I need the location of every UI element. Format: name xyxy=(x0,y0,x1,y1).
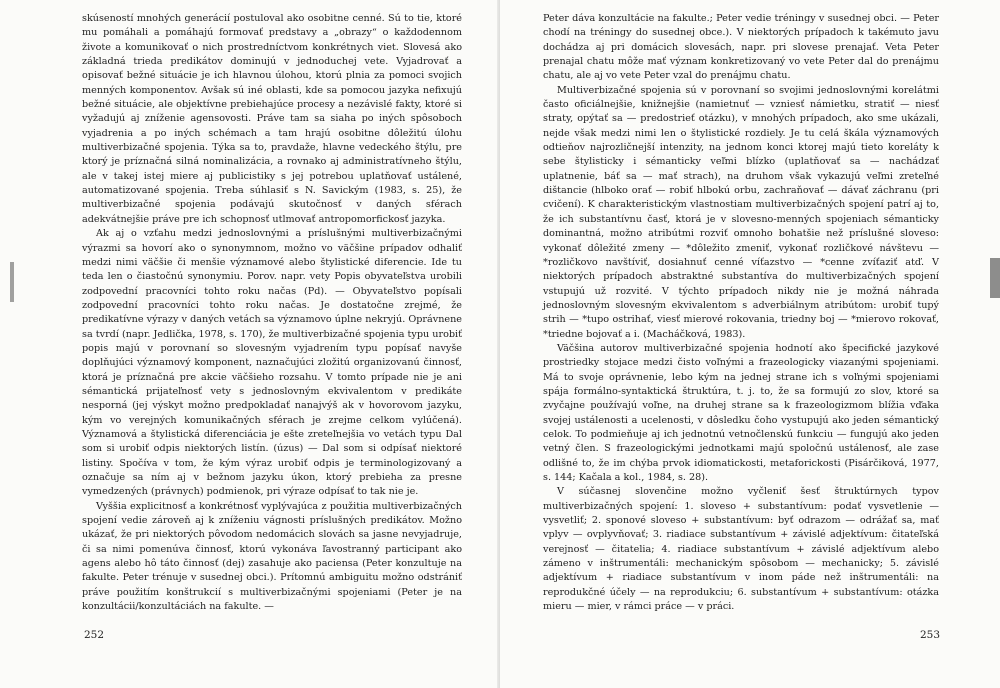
page-number: 253 xyxy=(920,629,941,641)
right-page-text xyxy=(543,12,939,614)
paragraph: Vyššia explicitnosť a konkrétnosť vyplývajúca z použitia multiverbizačných spojení vedie zároveň aj k zníženiu vágnosti príslušných predikátov. Možno ukázať, že pri niektorých pôvodom nedomácich slovách sa jasne nevyjadruje, či sa nimi pomenúva činnosť, ktorú vykonáva ľavostranný participant ako agens alebo hô táto činnosť (dej) zasahuje ako paciensa (Peter konzultuje na fakulte. Peter trénuje v susednej obci.). Prítomnú ambiguitu možno odstrániť práve použitím konštrukcií s multiverbizačnými spojeniami (Peter je na konzultácii/konzultáciách na fakulte. — xyxy=(82,500,462,613)
page-number: 252 xyxy=(84,629,105,641)
paragraph: Väčšina autorov multiverbizačné spojenia hodnotí ako špecifické jazykové prostriedky stojace medzi čisto voľnými a frazeologicky viazanými spojeniami. Má to svoje oprávnenie, lebo kým na jednej strane ich s voľnými spojeniami spája formálno-syntaktická štruktúra, t. j. to, že sa formujú zo slov, ktoré sa zvyčajne používajú voľne, na druhej strane sa k frazeologizmom blížia vďaka svojej ustálenosti a ucelenosti, v dôsledku čoho vystupujú ako jeden sémantický celok. To podmieňuje aj ich jednotnú vetnočlenskú funkciu — fungujú ako jeden vetný člen. S frazeologickými jednotkami majú spoločnú ustálenosť, ale zase odlišné to, že im chýba prvok idiomatickosti, metaforickosti (Pisárčiková, 1977, s. 144; Kačala a kol., 1984, s. 28). xyxy=(543,342,939,483)
paragraph: Multiverbizačné spojenia sú v porovnaní so svojimi jednoslovnými korelátmi často oficiálnejšie, knižnejšie (namietnuť — vzniesť námietku, stratiť — niesť straty, opýtať sa — predostrieť otázku), v mnohých prípadoch, ako sme ukázali, nejde však medzi nimi len o štylistické rozdiely. Je tu celá škála významových odtieňov najrozličnejší intenzity, na jednom konci ktorej majú tieto koreláty k sebe štylisticky i sémanticky veľmi blízko (uplatňovať sa — nachádzať uplatnenie, báť sa — mať strach), na druhom však vykazujú veľmi zreteľné dištancie (hlboko orať — robiť hlbokú orbu, zachraňovať — dávať záchranu (pri cvičení). K charakteristickým vlastnostiam multiverbizačných spojení patrí aj to, že ich substantívnu časť, ktorá je v slovesno-menných spojeniach sémanticky dominantná, možno atribútmi rozviť omnoho bohatšie než príslušné sloveso: vykonať dôležité zmeny — *dôležito zmeniť, vykonať rozličkové návštevu — *rozličkovo navštíviť, dosiahnuť cenné víťazstvo — *cenne zvíťaziť atď. V niektorých prípadoch abstraktné substantíva do multiverbizačných spojení vstupujú už rozvité. V týchto prípadoch nikdy nie je možná náhrada jednoslovným slovesným ekvivalentom s adverbiálnym atribútom: urobiť tupý strih — *tupo ostrihať, viesť mierové rokovania, triedny boj — *mierovo rokovať, *triedne bojovať a i. (Macháčková, 1983). xyxy=(543,84,939,340)
paragraph: Peter dáva konzultácie na fakulte.; Peter vedie tréningy v susednej obci. — Peter chodí na tréningy do susednej obce.). V niektorých prípadoch k takémuto javu dochádza aj pri domácich slovesách, napr. pri slovese prenajať. Veta Peter prenajal chatu môže mať význam konkretizovaný vo vete Peter dal do prenájmu chatu, ale aj vo vete Peter vzal do prenájmu chatu. xyxy=(543,13,939,82)
right-page xyxy=(500,0,1000,688)
left-page-text xyxy=(82,12,462,614)
paragraph: skúseností mnohých generácií postuloval ako osobitne cenné. Sú to tie, ktoré mu pomáhali a pomáhajú formovať predstavy a „obrazy“ o každodennom živote a komunikovať o nich prostredníctvom konkrétnych viet. Slovesá ako základná trieda predikátov dominujú v jednoduchej vete. Vyjadrovať a opisovať bežné situácie je ich hlavnou úlohou, ktorú plnia za pomoci svojich menných komponentov. Avšak sú iné oblasti, kde sa pomocou jazyka nefixujú bežné situácie, ale objektívne prebiehajúce procesy a nezávislé fakty, ktoré si vyžadujú aj zníženie agensovosti. Práve tam sa siaha po iných spôsoboch vyjadrenia a po iných schémach a tam hrajú osobitne dôležitú úlohu multiverbizačné spojenia. Týka sa to, pravdaže, hlavne vedeckého štýlu, pre ktorý je príznačná silná nominalizácia, a rovnako aj administratívneho štýlu, ale v takej istej miere aj publicistiky s jej potrebou uplatňovať ustálené, automatizované spojenia. Treba súhlasiť s N. Savickým (1983, s. 25), že multiverbizačné spojenia podávajú skutočnosť v daných sférach adekvátnejšie práve pre ich schopnosť utlmovať antropomorfickosť jazyka. xyxy=(82,13,462,225)
paragraph: Ak aj o vzťahu medzi jednoslovnými a príslušnými multiverbizačnými výrazmi sa hovorí ako o synonymnom, možno vo väčšine prípadov odhaliť medzi nimi väčšie či menšie významové alebo štylistické diferencie. Ide tu teda len o čiastočnú synonymiu. Porov. napr. vety Popis obyvateľstva urobili zodpovední pracovníci tohto roku načas (Pd). — Obyvateľstvo popísali zodpovední pracovníci tohto roku načas. Je dostatočne zrejmé, že predikatívne výrazy v daných vetách sa významovo úplne nekryjú. Oprávnene sa tvrdí (napr. Jedlička, 1978, s. 170), že multiverbizačné spojenia typu urobiť popis majú v porovnaní so slovesným vyjadrením typu popísať navyše doplňujúci významový komponent, naznačujúci zložitú organizovanú činnosť, ktorá je príznačná pre akcie väčšieho rozsahu. V tomto prípade nie je ani sémantická prijateľnosť vety s jednoslovným ekvivalentom v predikáte nesporná (jej výskyt možno predpokladať nanajvýš ak v hovorovom jazyku, kým vo verejných komunikačných sférach je zrejme celkom vylúčená). Významová a štylistická diferenciácia je ešte zreteľnejšia vo vetách typu Dal som si urobiť odpis niektorých listín. (úzus) — Dal som si odpísať niektoré listiny. Spočíva v tom, že kým výraz urobiť odpis je terminologizovaný a označuje sa ním aj v bežnom jazyku úkon, ktorý prebieha za presne vymedzených (právnych) podmienok, pri výraze odpísať to tak nie je. xyxy=(82,228,462,498)
page-edge-mark xyxy=(990,258,1000,298)
page-edge-mark xyxy=(10,262,14,302)
paragraph: V súčasnej slovenčine možno vyčleniť šesť štruktúrnych typov multiverbizačných spojení: 1. sloveso + substantívum: podať vysvetlenie — vysvetliť; 2. sponové sloveso + substantívum: byť odrazom — odrážať sa, mať vplyv — ovplyvňovať; 3. riadiace substantívum + závislé adjektívum: čitateľská verejnosť — čitatelia; 4. riadiace substantívum + závislé adjektívum alebo zámeno v inštrumentáli: mechanickým spôsobom — mechanicky; 5. závislé adjektívum + riadiace substantívum v inom páde než inštrumentáli: na reprodukčné účely — na reprodukciu; 6. substantívum + substantívum: otázka mieru — mier, v rámci práce — v práci. xyxy=(543,486,939,613)
